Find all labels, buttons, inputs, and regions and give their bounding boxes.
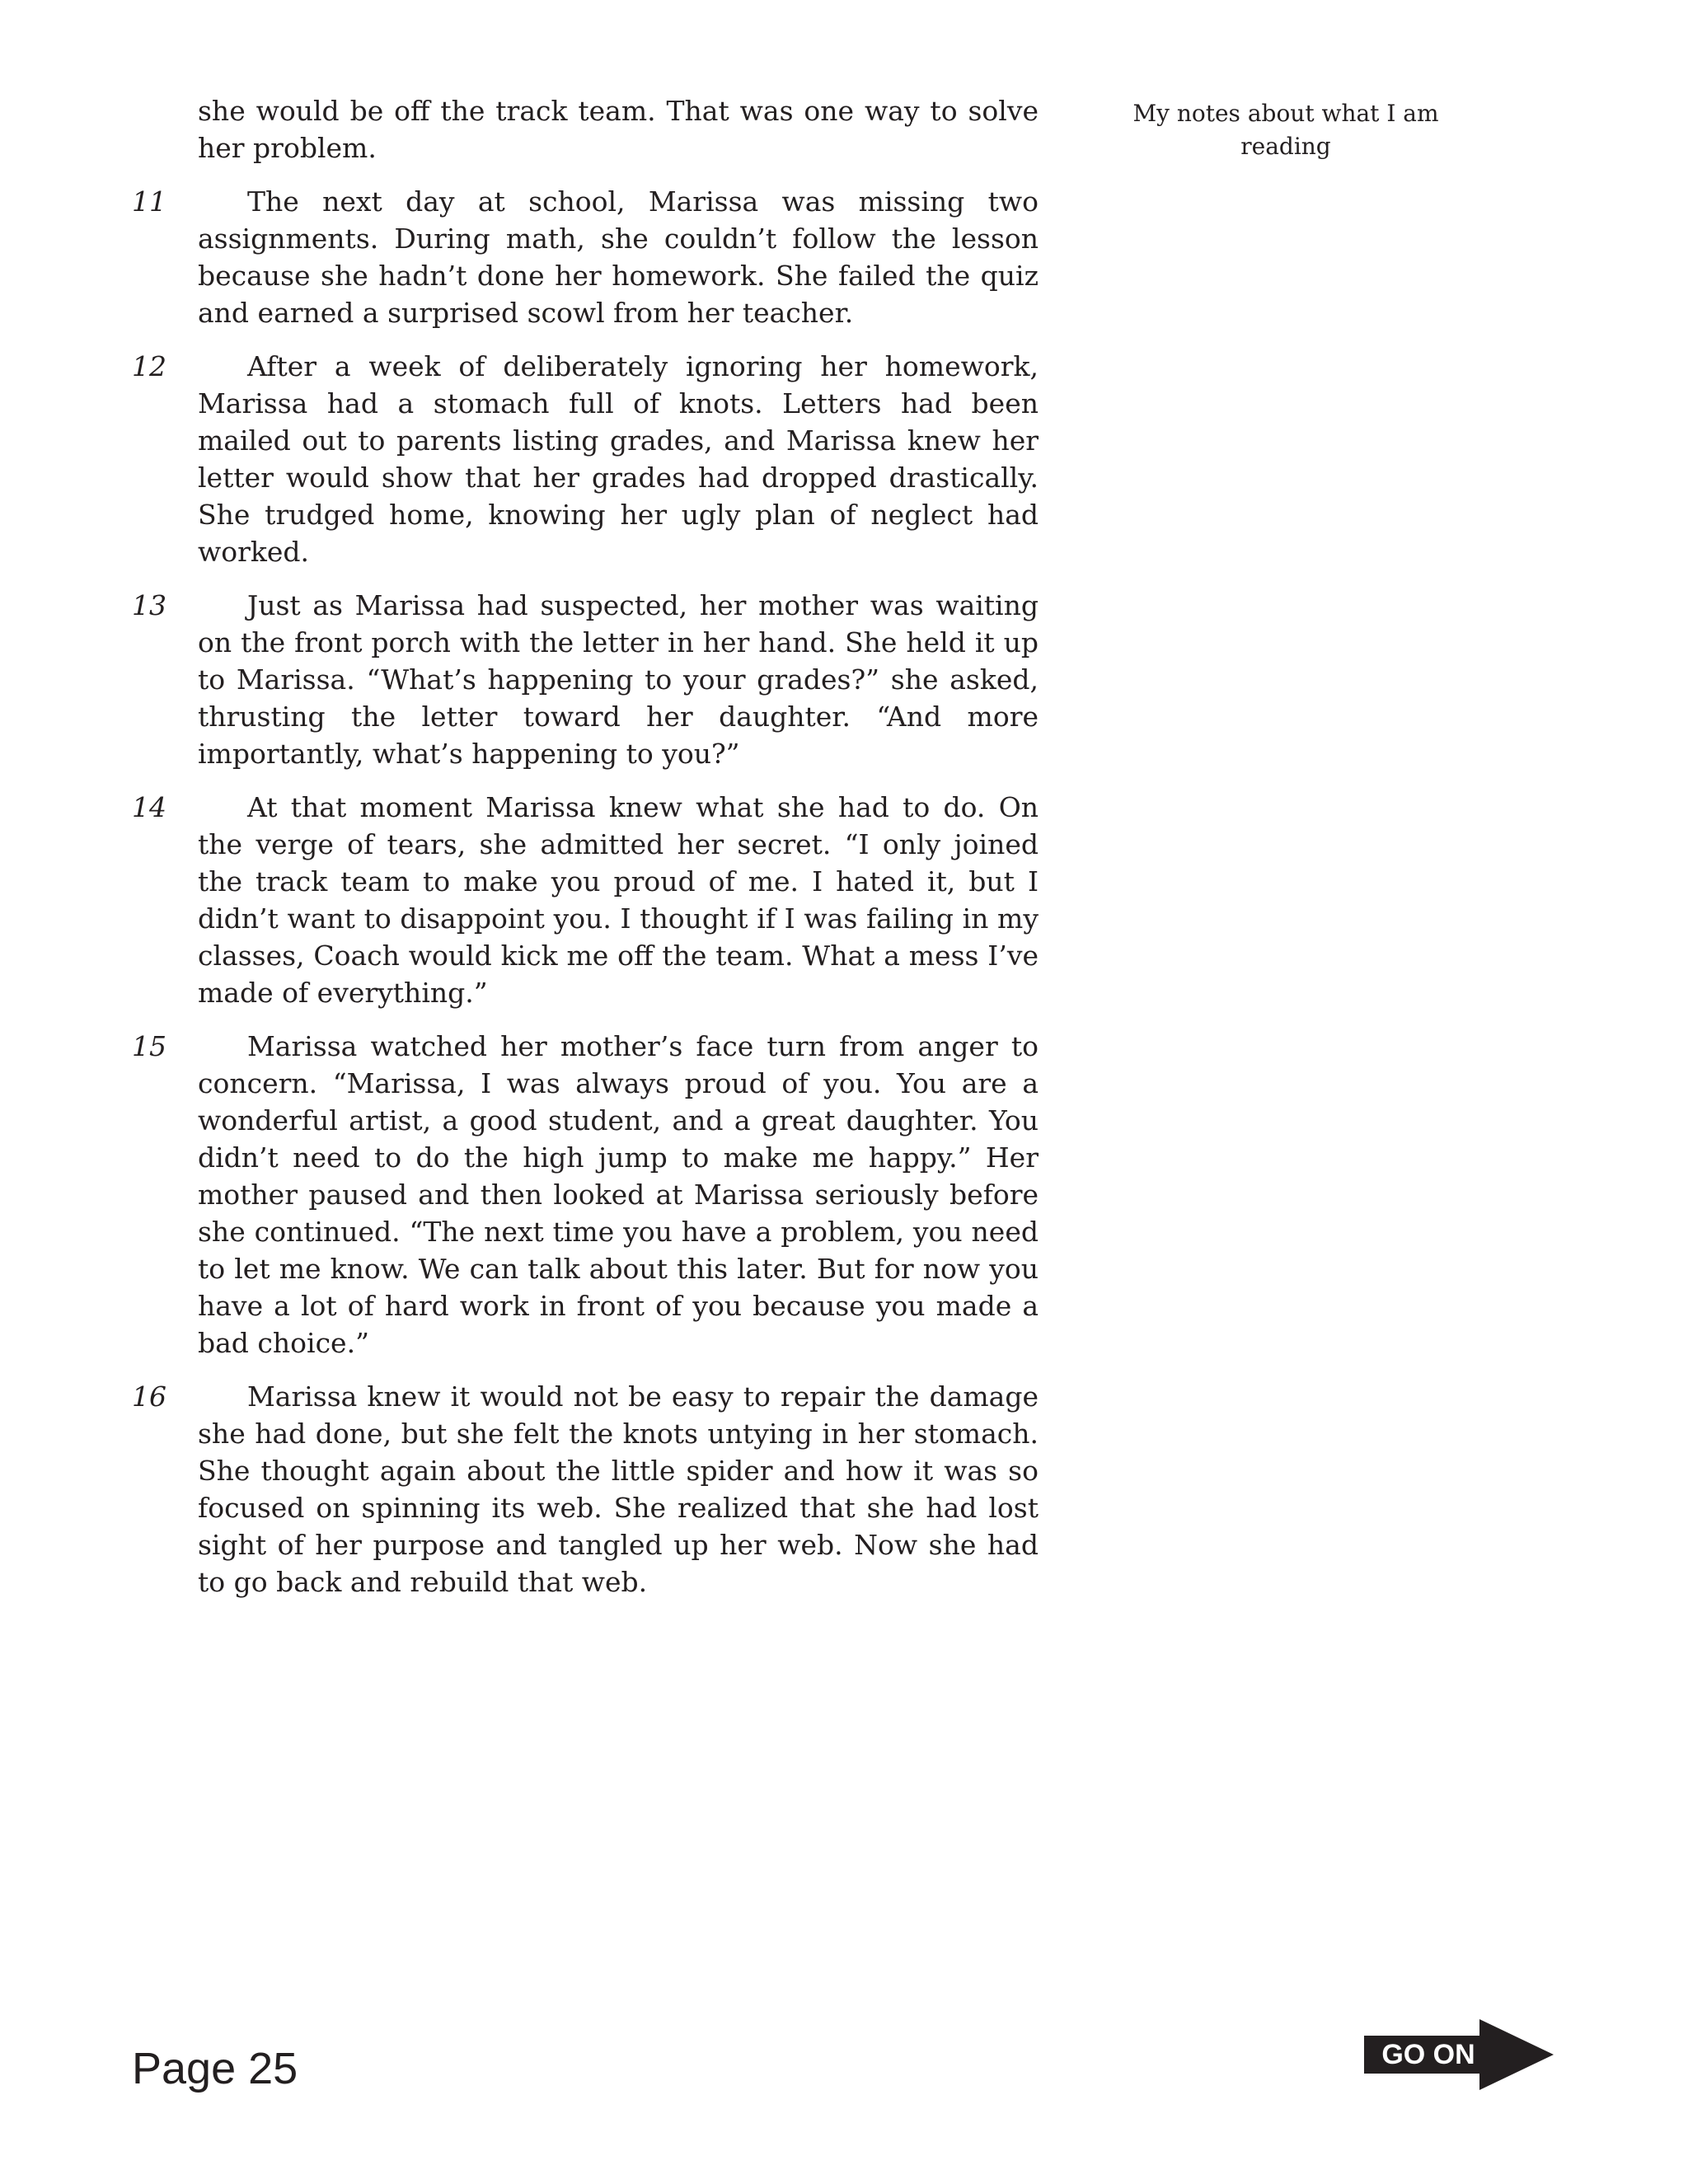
paragraph-text: Just as Marissa had suspected, her mother was waiting on the front porch with the letter in her hand. She held it up to Marissa. “What’s happening to your grades?” she asked, thrusting the letter toward her daughter. “And more importantly, what’s happening to you?” bbox=[198, 589, 1039, 770]
paragraph-text: Marissa watched her mother’s face turn from anger to concern. “Marissa, I was always proud of you. You are a wonderful artist, a good student, and a great daughter. You didn’t need to do the high jump to make me happy.” Her mother paused and then looked at Marissa seriously before she continued. “The next time you have a problem, you need to let me know. We can talk about this later. But for now you have a lot of hard work in front of you because you made a bad choice.” bbox=[198, 1030, 1039, 1359]
paragraph-15 bbox=[132, 1028, 1039, 1361]
paragraph-11 bbox=[132, 183, 1039, 331]
paragraph-12 bbox=[132, 348, 1039, 570]
paragraph-continued bbox=[132, 92, 1039, 166]
go-on-button[interactable] bbox=[1364, 2019, 1554, 2090]
paragraph-number: 12 bbox=[132, 350, 166, 382]
paragraph-number: 15 bbox=[132, 1030, 166, 1062]
paragraph-text: she would be off the track team. That was one way to solve her problem. bbox=[198, 95, 1039, 164]
paragraph-number: 11 bbox=[132, 185, 166, 218]
paragraph-number: 14 bbox=[132, 791, 166, 823]
paragraph-16 bbox=[132, 1378, 1039, 1601]
paragraph-text: At that moment Marissa knew what she had to do. On the verge of tears, she admitted her secret. “I only joined the track team to make you proud of me. I hated it, but I didn’t want to disappoint you. I thought if I was failing in my classes, Coach would kick me off the team. What a mess I’ve made of everything.” bbox=[198, 791, 1039, 1009]
paragraph-number: 16 bbox=[132, 1380, 166, 1413]
page-number: Page 25 bbox=[132, 2044, 298, 2093]
paragraph-text: Marissa knew it would not be easy to repair the damage she had done, but she felt the knots untying in her stomach. She thought again about the little spider and how it was so focused on spinning its web. She realized that she had lost sight of her purpose and tangled up her web. Now she had to go back and rebuild that web. bbox=[198, 1380, 1039, 1598]
reading-passage bbox=[132, 92, 1039, 1617]
paragraph-13 bbox=[132, 587, 1039, 772]
paragraph-14 bbox=[132, 789, 1039, 1011]
notes-heading: My notes about what I am reading bbox=[1132, 100, 1439, 160]
paragraph-text: After a week of deliberately ignoring her homework, Marissa had a stomach full of knots. Letters had been mailed out to parents listing grades, and Marissa knew her letter would show that her grades had dropped drastically. She trudged home, knowing her ugly plan of neglect had worked. bbox=[198, 350, 1039, 568]
paragraph-number: 13 bbox=[132, 589, 166, 621]
paragraph-text: The next day at school, Marissa was missing two assignments. During math, she couldn’t follow the lesson because she hadn’t done her homework. She failed the quiz and earned a surprised scowl from her teacher. bbox=[198, 185, 1039, 329]
go-on-label: GO ON bbox=[1381, 2039, 1475, 2070]
